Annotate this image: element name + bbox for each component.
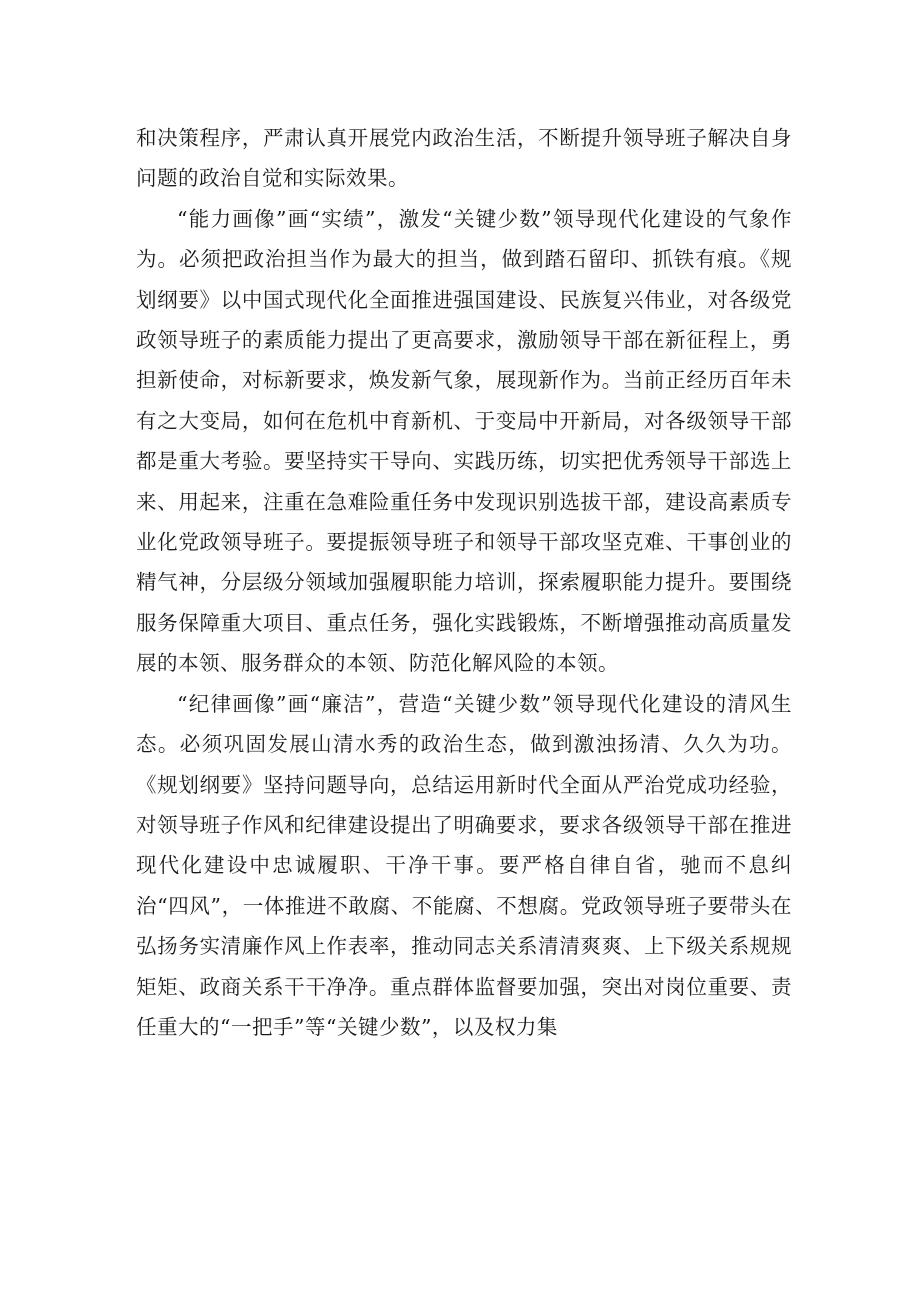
- paragraph-2: “能力画像”画“实绩”，激发“关键少数”领导现代化建设的气象作为。必须把政治担当作为最大的担当，做到踏石留印、抓铁有痕。《规划纲要》以中国式现代化全面推进强国建设、民族复兴伟业，对各级党政领导班子的素质能力提出了更高要求，激励领导干部在新征程上，勇担新使命，对标新要求，焕发新气象，展现新作为。当前正经历百年未有之大变局，如何在危机中育新机、于变局中开新局，对各级领导干部都是重大考验。要坚持实干导向、实践历练，切实把优秀领导干部选上来、用起来，注重在急难险重任务中发现识别选拔干部，建设高素质专业化党政领导班子。要提振领导班子和领导干部攻坚克难、干事创业的精气神，分层级分领域加强履职能力培训，探索履职能力提升。要围绕服务保障重大项目、重点任务，强化实践锻炼，不断增强推动高质量发展的本领、服务群众的本领、防范化解风险的本领。: [136, 206, 792, 676]
- paragraph-3: “纪律画像”画“廉洁”，营造“关键少数”领导现代化建设的清风生态。必须巩固发展山清水秀的政治生态，做到激浊扬清、久久为功。《规划纲要》坚持问题导向，总结运用新时代全面从严治党成功经验，对领导班子作风和纪律建设提出了明确要求，要求各级领导干部在推进现代化建设中忠诚履职、干净干事。要严格自律自省，驰而不息纠治“四风”，一体推进不敢腐、不能腐、不想腐。党政领导班子要带头在弘扬务实清廉作风上作表率，推动同志关系清清爽爽、上下级关系规规矩矩、政商关系干干净净。重点群体监督要加强，突出对岗位重要、责任重大的“一把手”等“关键少数”，以及权力集: [136, 691, 792, 1039]
- document-page: [136, 118, 792, 1047]
- paragraph-1: 和决策程序，严肃认真开展党内政治生活，不断提升领导班子解决自身问题的政治自觉和实际效果。: [136, 126, 792, 191]
